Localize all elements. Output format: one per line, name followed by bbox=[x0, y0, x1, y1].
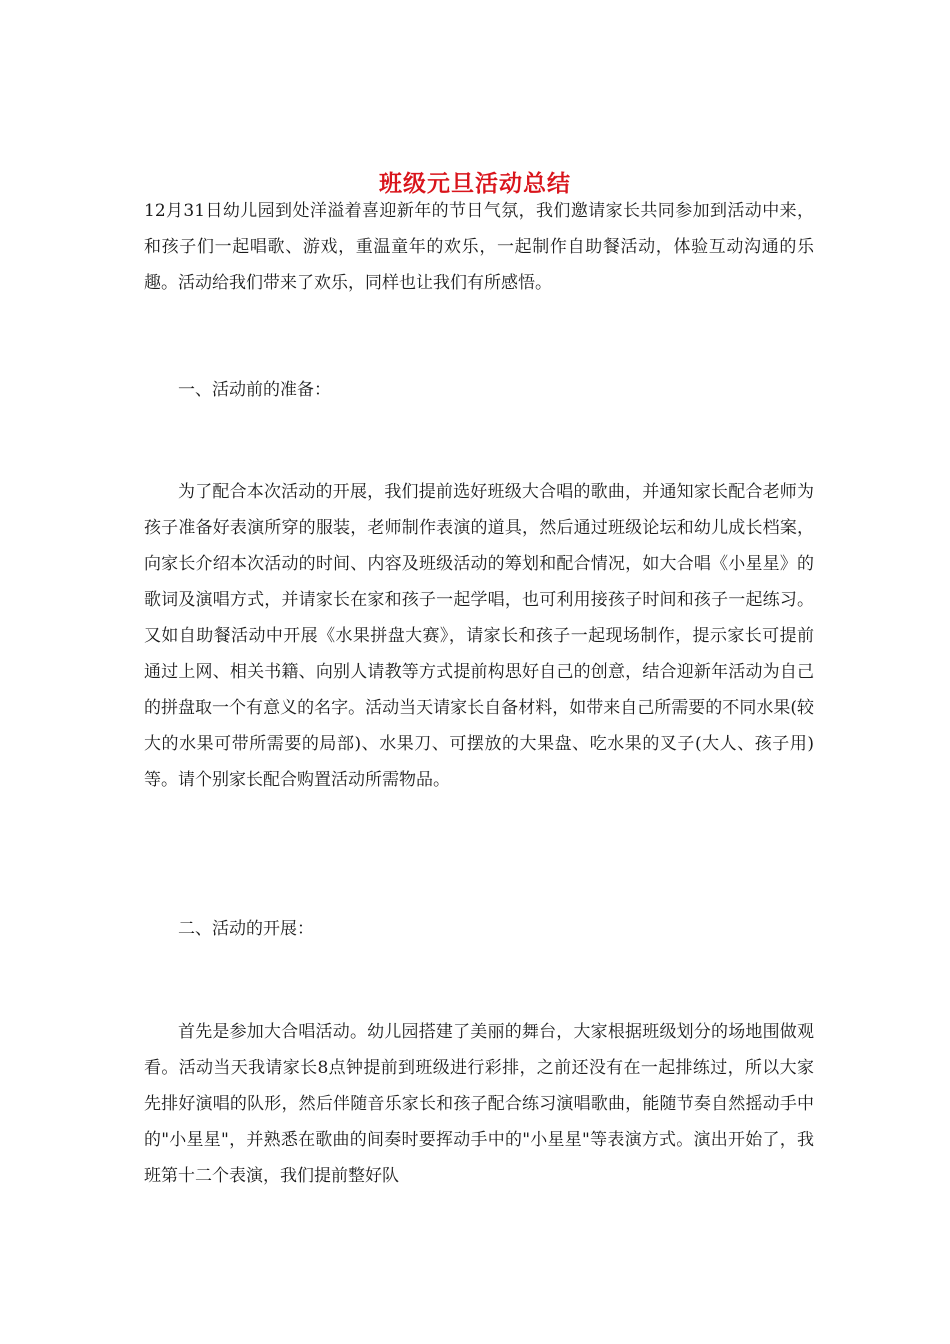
section-2-paragraph: 首先是参加大合唱活动。幼儿园搭建了美丽的舞台，大家根据班级划分的场地围做观看。活动当天我请家长8点钟提前到班级进行彩排，之前还没有在一起排练过，所以大家先排好演唱的队形，然后伴随音乐家长和孩子配合练习演唱歌曲，能随节奏自然摇动手中的"小星星"，并熟悉在歌曲的间奏时要挥动手中的"小星星"等表演方式。演出开始了，我班第十二个表演，我们提前整好队 bbox=[144, 1022, 814, 1186]
section-1-heading: 一、活动前的准备： bbox=[178, 380, 331, 400]
intro-paragraph: 12月31日幼儿园到处洋溢着喜迎新年的节日气氛，我们邀请家长共同参加到活动中来，和孩子们一起唱歌、游戏，重温童年的欢乐，一起制作自助餐活动，体验互动沟通的乐趣。活动给我们带来了欢乐，同样也让我们有所感悟。 bbox=[144, 201, 814, 293]
section-2-heading: 二、活动的开展： bbox=[178, 919, 314, 939]
section-1-paragraph: 为了配合本次活动的开展，我们提前选好班级大合唱的歌曲，并通知家长配合老师为孩子准备好表演所穿的服装，老师制作表演的道具，然后通过班级论坛和幼儿成长档案，向家长介绍本次活动的时间、内容及班级活动的筹划和配合情况，如大合唱《小星星》的歌词及演唱方式，并请家长在家和孩子一起学唱，也可利用接孩子时间和孩子一起练习。又如自助餐活动中开展《水果拼盘大赛》，请家长和孩子一起现场制作，提示家长可提前通过上网、相关书籍、向别人请教等方式提前构思好自己的创意，结合迎新年活动为自己的拼盘取一个有意义的名字。活动当天请家长自备材料，如带来自己所需要的不同水果(较大的水果可带所需要的局部)、水果刀、可摆放的大果盘、吃水果的叉子(大人、孩子用)等。请个别家长配合购置活动所需物品。 bbox=[144, 482, 814, 790]
document-title: 班级元旦活动总结 bbox=[379, 170, 571, 198]
